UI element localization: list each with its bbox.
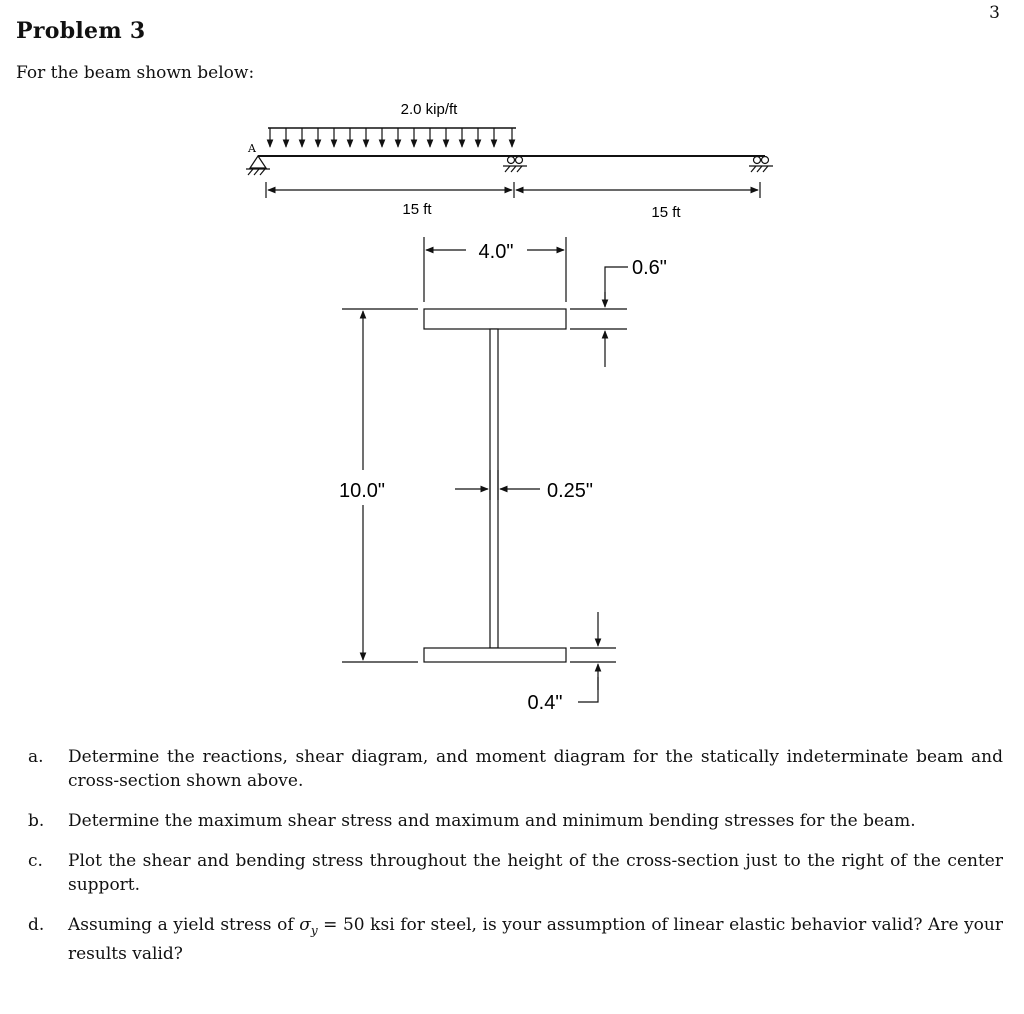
question-text-pre: Assuming a yield stress of [68, 915, 300, 935]
question-text: Plot the shear and bending stress throughout the height of the cross-section just to the right of the center support. [68, 851, 1003, 895]
question-d [28, 913, 1003, 966]
depth-label: 10.0" [338, 480, 386, 502]
span-right-label: 15 ft [651, 204, 681, 221]
question-text: Determine the reactions, shear diagram, and moment diagram for the statically indeterminate beam and cross-section shown above. [68, 747, 1003, 791]
flange-thickness-dimension [570, 267, 628, 367]
question-letter: a. [28, 747, 44, 767]
question-text-post: = 50 ksi for steel, is your assumption of linear elastic behavior valid? Are your results valid? [68, 915, 1003, 965]
page-number: 3 [989, 3, 1000, 23]
question-letter: b. [28, 811, 45, 831]
question-letter: c. [28, 851, 43, 871]
load-label: 2.0 kip/ft [400, 101, 458, 118]
problem-title: Problem 3 [16, 18, 146, 44]
question-b [28, 809, 1003, 833]
bottom-flange-dimension [570, 612, 616, 702]
question-letter: d. [28, 915, 45, 935]
span-dimensions [266, 182, 760, 198]
question-text: Determine the maximum shear stress and maximum and minimum bending stresses for the beam. [68, 811, 916, 831]
sigma-symbol: σ [299, 915, 311, 935]
question-a [28, 745, 1003, 793]
roller-support-middle [503, 157, 527, 173]
question-c [28, 849, 1003, 897]
question-text [68, 913, 1003, 966]
intro-text: For the beam shown below: [16, 63, 255, 83]
pin-support-a [246, 156, 270, 175]
web-thickness-label: 0.25" [547, 480, 594, 502]
span-left-label: 15 ft [402, 201, 432, 218]
flange-width-label: 4.0" [478, 241, 514, 263]
support-a-label: A [248, 142, 256, 155]
question-list [28, 745, 1003, 982]
distributed-load [268, 128, 516, 147]
sigma-subscript: y [310, 923, 318, 938]
roller-support-right [749, 157, 773, 173]
flange-thickness-label: 0.6" [632, 257, 667, 279]
web-thickness-dimension [455, 470, 540, 500]
i-beam-section [424, 309, 566, 662]
bottom-flange-label: 0.4" [527, 692, 563, 714]
